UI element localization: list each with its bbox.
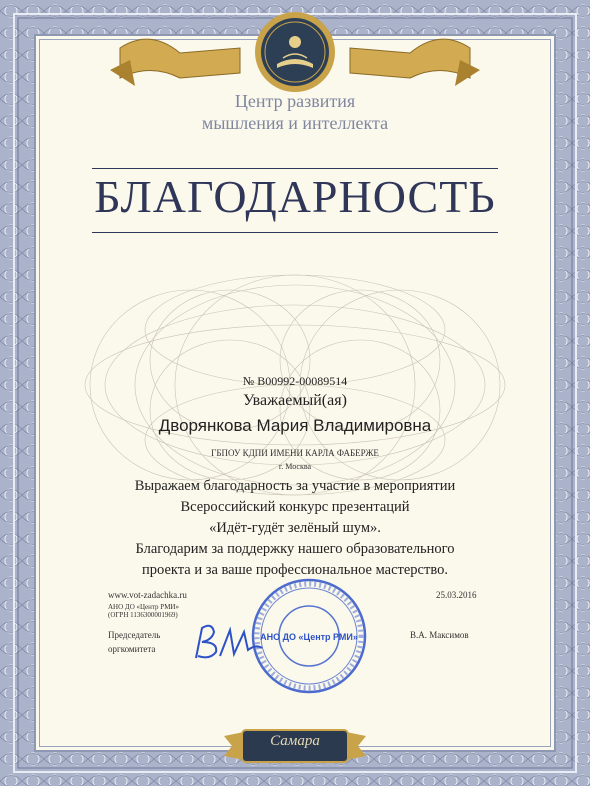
body-line-4: Благодарим за поддержку нашего образовательного xyxy=(135,541,455,557)
ogrn: (ОГРН 1136300001969) xyxy=(108,611,178,619)
issue-date: 25.03.2016 xyxy=(436,590,477,600)
title-bottom-rule xyxy=(92,232,498,233)
certificate-title: БЛАГОДАРНОСТЬ xyxy=(94,171,496,222)
organization-name-line2: мышления и интеллекта xyxy=(201,113,389,133)
org-short-name: АНО ДО «Центр РМИ» xyxy=(108,603,179,611)
certificate-number: № В00992-00089514 xyxy=(242,374,348,388)
signer-title-line2: оргкомитета xyxy=(108,644,156,654)
body-line-2: Всероссийский конкурс презентаций xyxy=(180,499,410,515)
recipient-institution: ГБПОУ КДПИ ИМЕНИ КАРЛА ФАБЕРЖЕ xyxy=(211,448,379,458)
official-stamp xyxy=(247,576,371,696)
salutation: Уважаемый(ая) xyxy=(243,392,347,409)
body-line-5: проекта и за ваше профессиональное мастерство. xyxy=(142,562,448,578)
body-line-3: «Идёт-гудёт зелёный шум». xyxy=(209,520,381,536)
website: www.vot-zadachka.ru xyxy=(108,590,187,600)
organization-name-line1: Центр развития xyxy=(234,91,356,111)
signer-title-line1: Председатель xyxy=(108,630,161,640)
signer-name: В.А. Максимов xyxy=(410,630,469,640)
title-top-rule xyxy=(92,168,498,169)
organization-emblem xyxy=(253,10,337,94)
recipient-name: Дворянкова Мария Владимировна xyxy=(158,416,432,435)
ribbon-city-label: Самара xyxy=(270,733,320,749)
recipient-city: г. Москва xyxy=(278,462,312,471)
body-line-1: Выражаем благодарность за участие в мероприятии xyxy=(134,478,456,494)
stamp-center-text: АНО ДО «Центр РМИ» xyxy=(260,632,358,642)
